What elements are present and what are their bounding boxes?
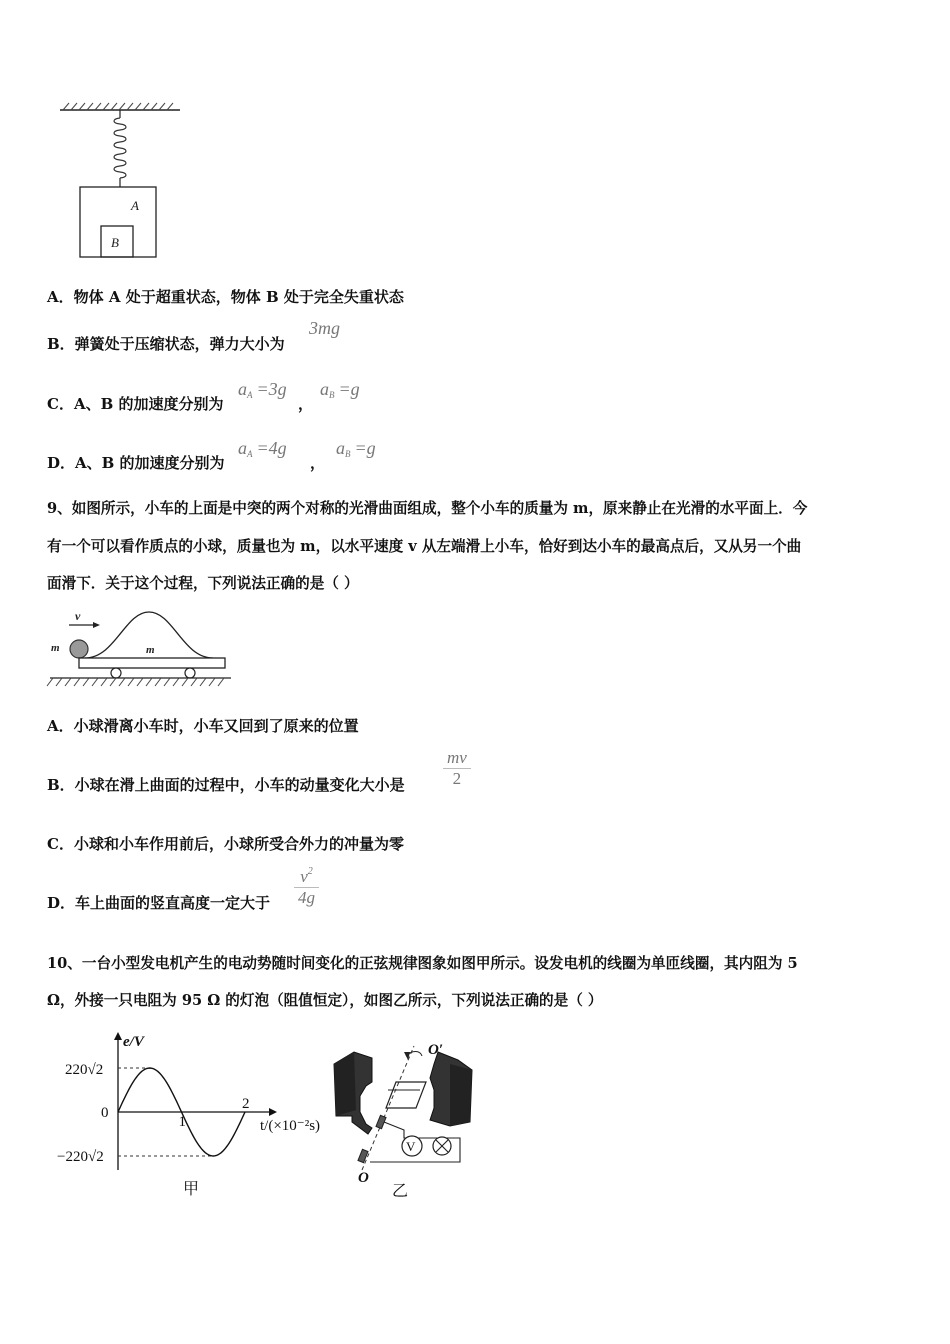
spring-box-figure [55, 100, 185, 265]
y-tick-negative: −220√2 [57, 1149, 104, 1165]
velocity-label: v [75, 609, 81, 623]
q9-option-a: A．小球滑离小车时，小车又回到了原来的位置 [47, 717, 359, 735]
emf-sine-chart [55, 1030, 340, 1205]
q8-option-d: D．A、B 的加速度分别为 [47, 454, 225, 472]
q8-option-c-math-2: $a_B =g$ [320, 379, 360, 400]
q9-option-d-fraction: $\frac{v^2}{4g}$ [294, 866, 319, 908]
q9-option-d: D．车上曲面的竖直高度一定大于 [47, 894, 271, 912]
cart-body [79, 658, 225, 668]
q9-option-c: C．小球和小车作用前后，小球所受合外力的冲量为零 [47, 835, 404, 853]
q8-option-b: B．弹簧处于压缩状态，弹力大小为 [47, 335, 285, 353]
x-tick-2: 2 [242, 1096, 250, 1112]
generator-figure [330, 1030, 480, 1205]
q9-option-b: B．小球在滑上曲面的过程中，小车的动量变化大小是 [47, 776, 405, 794]
x-tick-1: 1 [178, 1114, 186, 1130]
cart-mass-label: m [146, 644, 155, 656]
q8-option-c-comma: ， [298, 395, 314, 413]
y-tick-zero: 0 [101, 1105, 109, 1121]
q9-stem-line-3: 面滑下．关于这个过程，下列说法正确的是（ ） [47, 575, 359, 592]
label-o-prime: O′ [428, 1042, 444, 1058]
ball [70, 640, 88, 658]
label-a: A [131, 198, 139, 213]
q8-option-d-math-1: $a_A =4g$ [238, 438, 287, 459]
q8-option-d-math-2: $a_B =g$ [336, 438, 376, 459]
q9-stem-line-1: 9、如图所示，小车的上面是中突的两个对称的光滑曲面组成，整个小车的质量为 m，原来静止在光滑的水平面上．今 [47, 500, 808, 517]
voltmeter-label: V [406, 1139, 416, 1154]
caption-jia: 甲 [183, 1181, 200, 1198]
q10-stem-line-2: Ω，外接一只电阻为 95 Ω 的灯泡（阻值恒定），如图乙所示，下列说法正确的是（ ） [47, 992, 603, 1009]
label-o: O [358, 1170, 369, 1186]
x-axis-label: t/(×10⁻²s) [260, 1118, 321, 1134]
ball-mass-label: m [51, 642, 60, 654]
q8-option-d-comma: ， [310, 454, 326, 472]
y-tick-positive: 220√2 [65, 1062, 104, 1078]
y-axis-label: e/V [123, 1034, 144, 1050]
caption-yi: 乙 [392, 1183, 409, 1200]
q8-option-a: A．物体 A 处于超重状态，物体 B 处于完全失重状态 [47, 288, 404, 306]
q8-option-c-math-1: $a_A =3g$ [238, 379, 287, 400]
q9-option-b-fraction: $\frac{mv}{2}$ [443, 748, 471, 789]
cart-ball-figure [45, 604, 240, 689]
q8-option-c: C．A、B 的加速度分别为 [47, 395, 224, 413]
q10-stem-line-1: 10、一台小型发电机产生的电动势随时间变化的正弦规律图象如图甲所示。设发电机的线圈为单匝线圈，其内阻为 5 [47, 955, 798, 972]
q8-option-b-math: 3mg [309, 318, 340, 338]
q9-stem-line-2: 有一个可以看作质点的小球，质量也为 m，以水平速度 v 从左端滑上小车，恰好到达小车的最高点后，又从另一个曲 [47, 538, 802, 555]
label-b: B [111, 235, 119, 250]
